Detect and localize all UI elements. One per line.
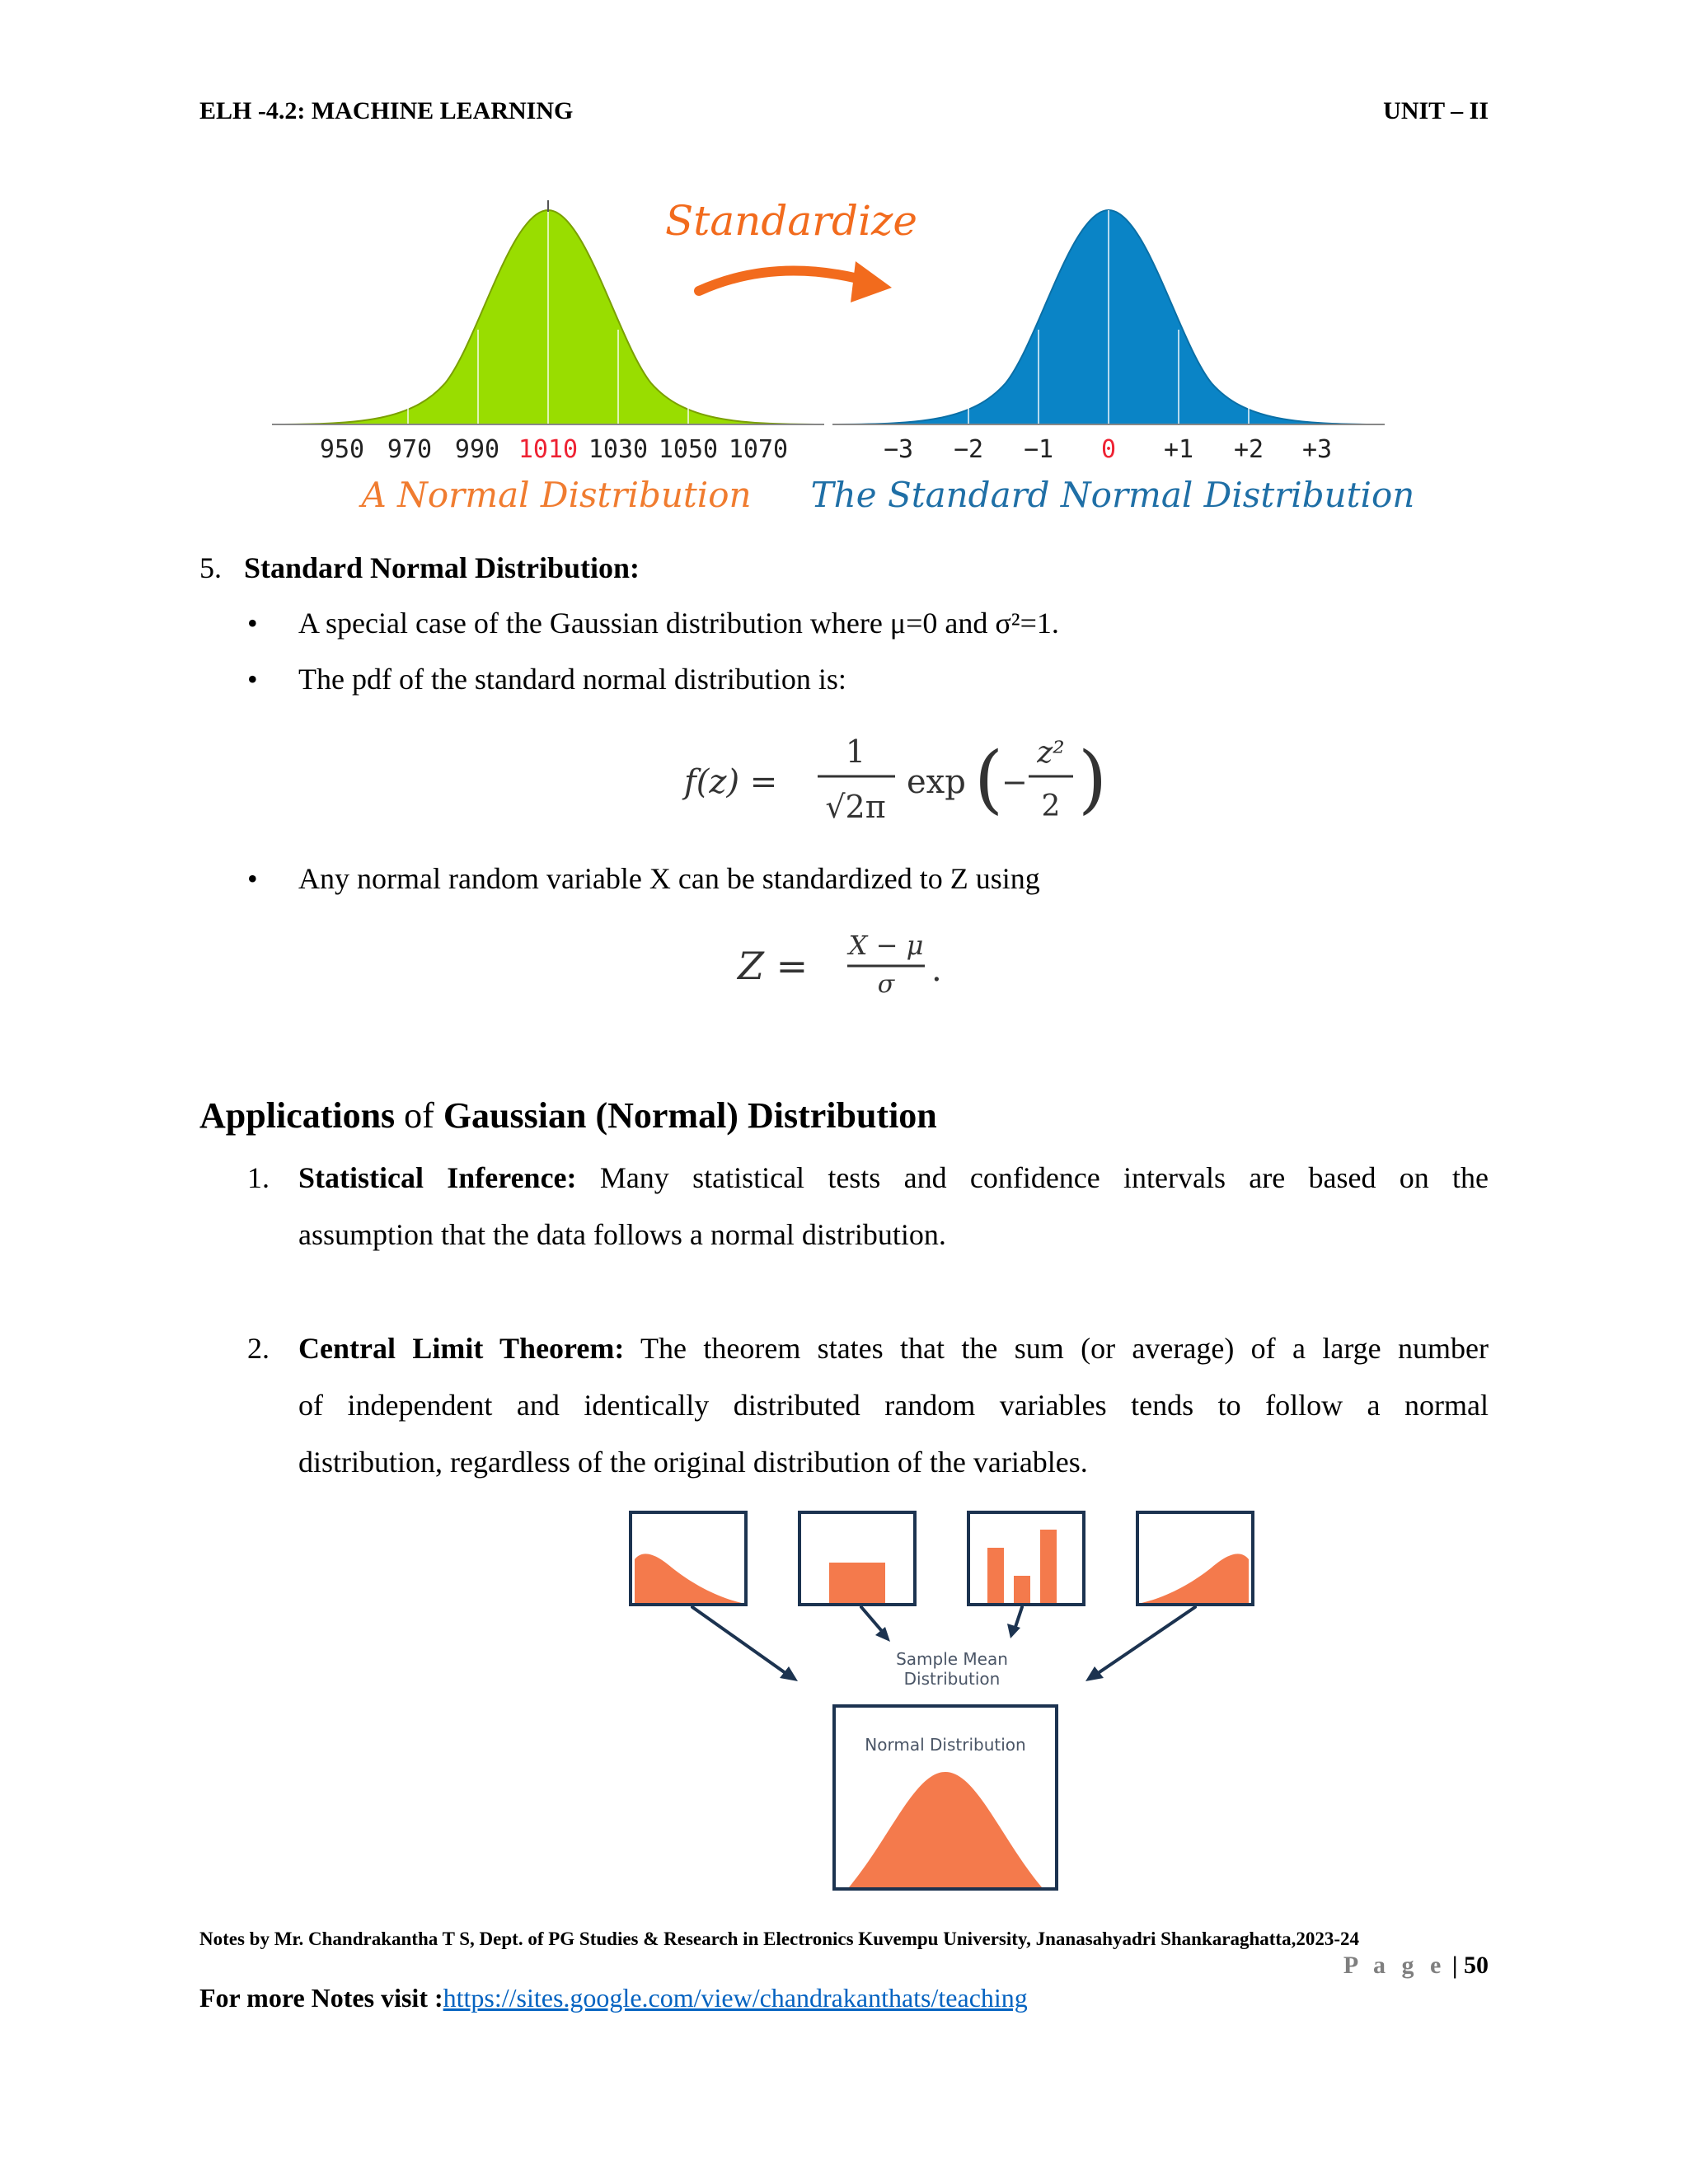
notes-link[interactable]: https://sites.google.com/view/chandrakanthats/teaching — [443, 1983, 1028, 2013]
page-number-block — [1343, 1952, 1489, 1980]
left-tick: 1070 — [728, 435, 789, 464]
page-separator: | — [1451, 1952, 1458, 1979]
bullet-text: The pdf of the standard normal distribution is: — [298, 663, 846, 696]
bullet-dot: • — [247, 607, 258, 640]
pdf-inner-denominator: 2 — [1041, 790, 1061, 823]
discrete-bar — [1040, 1530, 1057, 1603]
applications-heading-rest: Gaussian (Normal) Distribution — [443, 1095, 937, 1136]
section-title: Standard Normal Distribution: — [244, 551, 640, 584]
standardize-label: Standardize — [664, 197, 918, 245]
item-number: 1. — [247, 1161, 270, 1194]
standardize-figure — [264, 185, 1418, 532]
application-item — [247, 1320, 1489, 1493]
sample-mean-label: Sample Mean — [896, 1649, 1008, 1669]
pdf-minus: − — [1001, 764, 1028, 800]
right-tick: −1 — [1023, 435, 1054, 464]
z-numerator: X − μ — [848, 930, 924, 961]
pdf-lhs: f(z) = — [684, 763, 778, 801]
z-lhs: Z = — [738, 944, 809, 988]
right-tick: +3 — [1301, 435, 1333, 464]
bullet-dot: • — [247, 862, 258, 895]
discrete-bar — [987, 1548, 1004, 1603]
left-tick: 970 — [387, 435, 433, 464]
left-tick: 1030 — [588, 435, 649, 464]
section-5-heading — [199, 551, 640, 585]
item-term: Statistical Inference: — [298, 1161, 577, 1194]
footer-notes: Notes by Mr. Chandrakantha T S, Dept. of PG Studies & Research in Electronics Kuvempu University, Jnanasahyadri Shankaraghatta,2023-24 — [199, 1929, 1359, 1949]
item-line — [298, 1320, 1489, 1377]
more-notes-label: For more Notes visit : — [199, 1983, 443, 2013]
standardize-arrow-icon — [699, 270, 874, 291]
right-tick: −3 — [883, 435, 914, 464]
z-dot: . — [931, 951, 942, 989]
left-tick: 950 — [319, 435, 365, 464]
item-line: distribution, regardless of the original distribution of the variables. — [298, 1446, 1088, 1479]
applications-heading-of: of — [404, 1095, 434, 1136]
right-tick: −2 — [953, 435, 984, 464]
left-tick: 990 — [454, 435, 500, 464]
bullet-dot: • — [247, 663, 258, 696]
more-notes-line — [199, 1983, 1028, 2013]
clt-figure — [626, 1508, 1269, 1896]
item-term: Central Limit Theorem: — [298, 1332, 625, 1365]
left-tick: 1050 — [658, 435, 719, 464]
paren-open: ( — [974, 736, 1004, 823]
application-item — [247, 1150, 1489, 1265]
unit-header: UNIT – II — [1383, 97, 1489, 124]
section-number: 5. — [199, 551, 222, 584]
left-tick-mean: 1010 — [518, 435, 579, 464]
item-line: of independent and identically distributed random variables tends to follow a normal — [298, 1389, 1489, 1422]
right-tick: +1 — [1163, 435, 1194, 464]
normal-distribution-label: Normal Distribution — [865, 1735, 1026, 1755]
z-formula — [734, 923, 973, 1005]
applications-heading-word: Applications — [199, 1095, 396, 1136]
item-text: Many statistical tests and confidence intervals are based on the — [599, 1161, 1489, 1194]
right-tick: +2 — [1233, 435, 1264, 464]
bullet-text: Any normal random variable X can be standardized to Z using — [298, 862, 1040, 895]
item-line — [298, 1150, 1489, 1207]
normal-distribution-caption: A Normal Distribution — [361, 475, 752, 515]
pdf-numerator: 1 — [845, 733, 866, 770]
applications-heading — [199, 1094, 937, 1137]
page-label: P a g e — [1343, 1952, 1447, 1979]
standard-normal-caption: The Standard Normal Distribution — [810, 475, 1415, 515]
page-number: 50 — [1464, 1952, 1489, 1979]
right-tick-mean: 0 — [1100, 435, 1117, 464]
pdf-exp: exp — [907, 763, 966, 801]
z-denominator: σ — [877, 970, 895, 999]
pdf-formula — [676, 725, 1121, 841]
pdf-denominator: √2π — [825, 789, 886, 825]
item-text: The theorem states that the sum (or average) of a large number — [640, 1332, 1489, 1365]
paren-close: ) — [1078, 736, 1108, 823]
uniform-bar — [829, 1563, 885, 1603]
discrete-bar — [1014, 1576, 1030, 1603]
sample-mean-label: Distribution — [903, 1669, 1001, 1689]
pdf-inner-numerator: z² — [1037, 736, 1065, 770]
bullet-text: A special case of the Gaussian distribution where μ=0 and σ²=1. — [298, 607, 1059, 640]
course-header: ELH -4.2: MACHINE LEARNING — [199, 97, 574, 124]
item-line: assumption that the data follows a normal distribution. — [298, 1218, 946, 1251]
item-number: 2. — [247, 1332, 270, 1365]
